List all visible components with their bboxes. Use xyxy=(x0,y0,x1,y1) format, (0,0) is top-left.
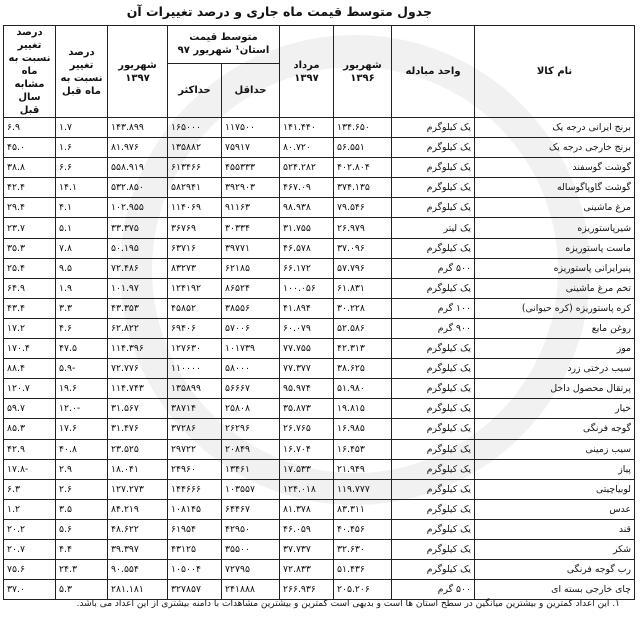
row-unit: یک کیلوگرم xyxy=(392,459,475,479)
row-shahrivar96: ۵۷.۷۹۶ xyxy=(334,258,392,278)
row-max: ۱۲۴۱۹۲ xyxy=(168,278,222,298)
row-mordad97: ۷۷.۳۷۷ xyxy=(280,359,334,379)
row-mordad97: ۶۶.۱۷۲ xyxy=(280,258,334,278)
row-pct-month: ۵.۶ xyxy=(56,519,108,539)
row-name: ماست پاستوریزه xyxy=(475,238,635,258)
row-min: ۸۶۵۲۴ xyxy=(222,278,280,298)
header-shahrivar96: شهریور ۱۳۹۶ xyxy=(334,26,392,118)
row-mordad97: ۷۷.۷۵۵ xyxy=(280,339,334,359)
row-unit: یک کیلوگرم xyxy=(392,499,475,519)
row-shahrivar97: ۱۱۴.۳۹۶ xyxy=(108,339,168,359)
row-max: ۳۸۷۱۴ xyxy=(168,399,222,419)
table-row xyxy=(4,499,635,519)
row-mordad97: ۹۵.۹۷۴ xyxy=(280,379,334,399)
header-pct-year: درصد تغییر نسبت به ماه مشابه سال قبل xyxy=(4,26,56,118)
row-shahrivar97: ۱۸.۰۴۱ xyxy=(108,459,168,479)
row-pct-month: ۱.۶ xyxy=(56,138,108,158)
table-row xyxy=(4,339,635,359)
row-max: ۳۷۲۸۶ xyxy=(168,419,222,439)
row-mordad97: ۴۶.۵۷۸ xyxy=(280,238,334,258)
row-max: ۶۹۴۰۶ xyxy=(168,318,222,338)
table-row xyxy=(4,158,635,178)
row-max: ۲۹۷۲۲ xyxy=(168,439,222,459)
row-unit: یک کیلوگرم xyxy=(392,539,475,559)
row-pct-month: ۴.۱ xyxy=(56,198,108,218)
table-row xyxy=(4,318,635,338)
row-shahrivar96: ۲۱.۹۴۹ xyxy=(334,459,392,479)
row-shahrivar97: ۱۰۲.۹۵۵ xyxy=(108,198,168,218)
header-unit: واحد مبادله xyxy=(392,26,475,118)
row-max: ۱۲۷۶۳۰ xyxy=(168,339,222,359)
row-shahrivar96: ۴۲.۳۱۳ xyxy=(334,339,392,359)
row-min: ۹۱۱۶۳ xyxy=(222,198,280,218)
row-max: ۶۱۹۵۴ xyxy=(168,519,222,539)
row-mordad97: ۳۷.۷۳۷ xyxy=(280,539,334,559)
row-unit: یک کیلوگرم xyxy=(392,379,475,399)
row-pct-year: ۷۵.۶ xyxy=(4,560,56,580)
row-max: ۵۸۲۹۴۱ xyxy=(168,178,222,198)
row-shahrivar97: ۳۹.۳۹۷ xyxy=(108,539,168,559)
row-pct-year: ۱۷.۲ xyxy=(4,318,56,338)
row-name: گوجه فرنگی xyxy=(475,419,635,439)
row-min: ۲۴۱۸۸۸ xyxy=(222,580,280,600)
row-pct-year: ۶.۹ xyxy=(4,118,56,138)
table-row xyxy=(4,359,635,379)
row-max: ۴۵۸۵۲ xyxy=(168,298,222,318)
header-mordad97: مرداد ۱۳۹۷ xyxy=(280,26,334,118)
row-shahrivar97: ۷۲.۷۷۶ xyxy=(108,359,168,379)
row-min: ۱۳۴۶۱ xyxy=(222,459,280,479)
table-row xyxy=(4,379,635,399)
row-min: ۴۵۵۳۳۳ xyxy=(222,158,280,178)
row-name: سیب درختی زرد xyxy=(475,359,635,379)
row-name: برنج ایرانی درجه یک xyxy=(475,118,635,138)
row-name: پیاز xyxy=(475,459,635,479)
row-shahrivar97: ۹۰.۵۵۴ xyxy=(108,560,168,580)
row-mordad97: ۵۲۴.۲۸۲ xyxy=(280,158,334,178)
row-mordad97: ۸۰.۷۲۰ xyxy=(280,138,334,158)
header-min: حداقل xyxy=(222,63,280,117)
row-mordad97: ۶۰.۰۷۹ xyxy=(280,318,334,338)
row-pct-year: ۳۷.۰ xyxy=(4,580,56,600)
table-row xyxy=(4,238,635,258)
row-name: خیار xyxy=(475,399,635,419)
table-row xyxy=(4,419,635,439)
row-mordad97: ۲۶.۷۶۵ xyxy=(280,419,334,439)
row-min: ۳۰۳۳۴ xyxy=(222,218,280,238)
row-max: ۱۰۵۰۰۴ xyxy=(168,560,222,580)
row-pct-month: ۹.۵ xyxy=(56,258,108,278)
row-max: ۱۳۵۸۹۹ xyxy=(168,379,222,399)
table-row xyxy=(4,459,635,479)
row-max: ۳۲۷۸۵۷ xyxy=(168,580,222,600)
row-name: رب گوجه فرنگی xyxy=(475,560,635,580)
row-pct-month: ۵.۹- xyxy=(56,359,108,379)
row-unit: یک کیلوگرم xyxy=(392,479,475,499)
row-unit: یک کیلوگرم xyxy=(392,198,475,218)
table-row xyxy=(4,138,635,158)
row-shahrivar97: ۷۲.۴۸۶ xyxy=(108,258,168,278)
row-mordad97: ۴۶۷.۰۹ xyxy=(280,178,334,198)
row-pct-month: ۱۷.۶ xyxy=(56,419,108,439)
row-mordad97: ۱۶.۷۰۴ xyxy=(280,439,334,459)
row-shahrivar96: ۵۲.۵۸۶ xyxy=(334,318,392,338)
row-name: گوشت گوسفند xyxy=(475,158,635,178)
row-pct-month: ۱۴.۱ xyxy=(56,178,108,198)
row-shahrivar96: ۵۱.۴۳۶ xyxy=(334,560,392,580)
row-max: ۱۶۵۰۰۰ xyxy=(168,118,222,138)
row-shahrivar96: ۳۷۴.۱۳۵ xyxy=(334,178,392,198)
row-mordad97: ۷۲.۸۳۳ xyxy=(280,560,334,580)
row-name: چای خارجی بسته ای xyxy=(475,580,635,600)
row-shahrivar97: ۲۸۱.۱۸۱ xyxy=(108,580,168,600)
row-pct-month: ۴.۴ xyxy=(56,539,108,559)
row-pct-year: ۲۰.۷ xyxy=(4,539,56,559)
row-mordad97: ۱۷.۵۳۳ xyxy=(280,459,334,479)
row-unit: یک کیلوگرم xyxy=(392,419,475,439)
row-pct-month: ۲۴.۳ xyxy=(56,560,108,580)
row-shahrivar97: ۸۱.۹۷۶ xyxy=(108,138,168,158)
row-pct-year: ۶۴.۹ xyxy=(4,278,56,298)
row-shahrivar97: ۱۴۳.۸۹۹ xyxy=(108,118,168,138)
row-min: ۵۷۰۰۶ xyxy=(222,318,280,338)
table-row xyxy=(4,278,635,298)
row-pct-year: ۶.۳ xyxy=(4,479,56,499)
row-unit: یک لیتر xyxy=(392,218,475,238)
row-max: ۶۳۷۱۶ xyxy=(168,238,222,258)
row-unit: یک کیلوگرم xyxy=(392,339,475,359)
row-min: ۳۹۲۹۰۳ xyxy=(222,178,280,198)
row-shahrivar96: ۶۱.۸۳۱ xyxy=(334,278,392,298)
row-max: ۲۴۹۶۰ xyxy=(168,459,222,479)
header-avg-group: متوسط قیمت استان¹ شهریور ۹۷ xyxy=(168,26,280,64)
row-unit: ۱۰۰ گرم xyxy=(392,298,475,318)
row-shahrivar96: ۴۰.۴۵۶ xyxy=(334,519,392,539)
row-shahrivar96: ۱۳۴.۶۵۰ xyxy=(334,118,392,138)
row-shahrivar96: ۲۶.۹۷۹ xyxy=(334,218,392,238)
footnote: ۱. این اعداد کمترین و بیشترین میانگین در سطح استان ها است و بدیهی است کمترین و بیشترین مشاهدات با دامنه بیشتری از این اعداد می باشد. xyxy=(76,599,620,609)
row-mordad97: ۴۱.۸۹۴ xyxy=(280,298,334,318)
row-pct-year: ۴۳.۴ xyxy=(4,298,56,318)
price-table xyxy=(3,25,635,600)
row-unit: ۹۰۰ گرم xyxy=(392,318,475,338)
row-pct-year: ۸۵.۳ xyxy=(4,419,56,439)
row-shahrivar96: ۲۰۵.۲۰۶ xyxy=(334,580,392,600)
row-pct-year: ۲۹.۴ xyxy=(4,198,56,218)
row-mordad97: ۲۶۶.۹۳۶ xyxy=(280,580,334,600)
row-pct-year: ۱۲۰.۷ xyxy=(4,379,56,399)
row-shahrivar97: ۴۳.۳۵۳ xyxy=(108,298,168,318)
row-pct-year: ۱۷۰.۴ xyxy=(4,339,56,359)
row-unit: یک کیلوگرم xyxy=(392,359,475,379)
row-shahrivar97: ۵۰.۱۹۵ xyxy=(108,238,168,258)
row-min: ۱۰۳۵۵۷ xyxy=(222,479,280,499)
row-name: برنج خارجی درجه یک xyxy=(475,138,635,158)
row-name: شیرپاستوریزه xyxy=(475,218,635,238)
row-pct-month: ۶.۶ xyxy=(56,158,108,178)
row-pct-month: ۴۰.۸ xyxy=(56,439,108,459)
row-shahrivar96: ۷۹.۵۴۶ xyxy=(334,198,392,218)
row-shahrivar97: ۱۲۷.۲۷۳ xyxy=(108,479,168,499)
row-min: ۲۶۲۹۶ xyxy=(222,419,280,439)
table-row xyxy=(4,298,635,318)
row-min: ۶۴۴۶۷ xyxy=(222,499,280,519)
row-max: ۳۶۷۶۹ xyxy=(168,218,222,238)
header-shahrivar97: شهریور ۱۳۹۷ xyxy=(108,26,168,118)
row-name: سیب زمینی xyxy=(475,439,635,459)
table-row xyxy=(4,198,635,218)
header-name: نام کالا xyxy=(475,26,635,118)
row-shahrivar97: ۳۱.۵۶۷ xyxy=(108,399,168,419)
row-max: ۴۳۱۲۵ xyxy=(168,539,222,559)
row-min: ۳۹۷۷۱ xyxy=(222,238,280,258)
row-shahrivar96: ۴۰۲.۸۰۴ xyxy=(334,158,392,178)
row-pct-month: ۴.۶ xyxy=(56,318,108,338)
row-shahrivar96: ۱۶.۹۸۵ xyxy=(334,419,392,439)
row-min: ۷۵۹۱۷ xyxy=(222,138,280,158)
table-row xyxy=(4,539,635,559)
row-shahrivar96: ۵۱.۹۸۰ xyxy=(334,379,392,399)
row-name: کره پاستوریزه (کره حیوانی) xyxy=(475,298,635,318)
row-name: لوبیاچیتی xyxy=(475,479,635,499)
row-unit: یک کیلوگرم xyxy=(392,278,475,298)
row-mordad97: ۴۶.۰۵۹ xyxy=(280,519,334,539)
row-unit: یک کیلوگرم xyxy=(392,158,475,178)
row-name: موز xyxy=(475,339,635,359)
row-unit: یک کیلوگرم xyxy=(392,560,475,580)
row-shahrivar96: ۱۱۹.۷۷۷ xyxy=(334,479,392,499)
row-mordad97: ۱۲۴.۰۱۸ xyxy=(280,479,334,499)
table-row xyxy=(4,118,635,138)
row-name: قند xyxy=(475,519,635,539)
row-shahrivar96: ۱۶.۴۵۳ xyxy=(334,439,392,459)
row-shahrivar97: ۱۰۱.۹۷ xyxy=(108,278,168,298)
row-unit: یک کیلوگرم xyxy=(392,399,475,419)
row-mordad97: ۹۸.۹۳۸ xyxy=(280,198,334,218)
row-shahrivar97: ۱۱۴.۷۴۳ xyxy=(108,379,168,399)
row-name: عدس xyxy=(475,499,635,519)
row-unit: یک کیلوگرم xyxy=(392,238,475,258)
row-pct-month: ۳.۳ xyxy=(56,298,108,318)
row-shahrivar96: ۱۹.۸۱۵ xyxy=(334,399,392,419)
row-unit: ۵۰۰ گرم xyxy=(392,580,475,600)
row-max: ۱۳۵۸۸۲ xyxy=(168,138,222,158)
row-shahrivar96: ۳۷.۰۹۶ xyxy=(334,238,392,258)
row-shahrivar97: ۵۵۸.۹۱۹ xyxy=(108,158,168,178)
row-min: ۵۸۰۰۰ xyxy=(222,359,280,379)
row-pct-year: ۳۵.۳ xyxy=(4,238,56,258)
row-pct-year: ۲۰.۲ xyxy=(4,519,56,539)
row-shahrivar96: ۳۸.۶۲۵ xyxy=(334,359,392,379)
row-unit: یک کیلوگرم xyxy=(392,178,475,198)
row-unit: یک کیلوگرم xyxy=(392,138,475,158)
row-unit: یک کیلوگرم xyxy=(392,118,475,138)
row-min: ۱۰۱۷۳۹ xyxy=(222,339,280,359)
row-max: ۶۱۳۴۶۶ xyxy=(168,158,222,178)
row-max: ۱۱۴۰۶۹ xyxy=(168,198,222,218)
row-min: ۳۵۵۰۰ xyxy=(222,539,280,559)
row-shahrivar96: ۸۳.۳۱۱ xyxy=(334,499,392,519)
row-max: ۸۳۲۷۳ xyxy=(168,258,222,278)
row-pct-month: ۲.۹ xyxy=(56,459,108,479)
row-min: ۴۲۹۵۰ xyxy=(222,519,280,539)
row-pct-month: ۱۹.۶ xyxy=(56,379,108,399)
row-min: ۲۰۸۴۹ xyxy=(222,439,280,459)
row-max: ۱۱۰۰۰۰ xyxy=(168,359,222,379)
row-unit: ۵۰۰ گرم xyxy=(392,258,475,278)
table-row xyxy=(4,580,635,600)
row-shahrivar97: ۶۲.۸۲۲ xyxy=(108,318,168,338)
row-name: روغن مایع xyxy=(475,318,635,338)
row-pct-month: ۱۲.۰- xyxy=(56,399,108,419)
row-pct-month: ۱.۹ xyxy=(56,278,108,298)
row-mordad97: ۸۱.۳۷۸ xyxy=(280,499,334,519)
row-min: ۱۱۷۵۰۰ xyxy=(222,118,280,138)
row-name: گوشت گاوپاگوساله xyxy=(475,178,635,198)
row-pct-year: ۴۲.۴ xyxy=(4,178,56,198)
row-pct-year: ۴۵.۰ xyxy=(4,138,56,158)
header-max: حداکثر xyxy=(168,63,222,117)
table-row xyxy=(4,560,635,580)
row-shahrivar96: ۵۶.۵۵۱ xyxy=(334,138,392,158)
table-row xyxy=(4,479,635,499)
row-pct-year: ۱.۲ xyxy=(4,499,56,519)
row-shahrivar97: ۳۱.۴۷۶ xyxy=(108,419,168,439)
row-pct-month: ۱.۷ xyxy=(56,118,108,138)
table-row xyxy=(4,439,635,459)
row-pct-year: ۵۹.۷ xyxy=(4,399,56,419)
row-min: ۳۸۵۵۶ xyxy=(222,298,280,318)
row-pct-year: ۸۸.۴ xyxy=(4,359,56,379)
row-pct-year: ۴۲.۹ xyxy=(4,439,56,459)
row-pct-month: ۵.۱ xyxy=(56,218,108,238)
row-name: تخم مرغ ماشینی xyxy=(475,278,635,298)
row-mordad97: ۳۱.۷۵۵ xyxy=(280,218,334,238)
row-min: ۵۶۶۶۷ xyxy=(222,379,280,399)
row-shahrivar96: ۳۲.۶۳۰ xyxy=(334,539,392,559)
row-pct-month: ۵.۳ xyxy=(56,580,108,600)
row-unit: یک کیلوگرم xyxy=(392,439,475,459)
row-pct-year: ۲۵.۴ xyxy=(4,258,56,278)
table-row xyxy=(4,258,635,278)
row-name: مرغ ماشینی xyxy=(475,198,635,218)
row-pct-month: ۲.۶ xyxy=(56,479,108,499)
row-max: ۱۰۸۱۴۵ xyxy=(168,499,222,519)
row-name: پرتقال محصول داخل xyxy=(475,379,635,399)
row-min: ۲۵۸۰۸ xyxy=(222,399,280,419)
table-row xyxy=(4,399,635,419)
row-mordad97: ۱۰۰.۰۵۶ xyxy=(280,278,334,298)
table-row xyxy=(4,519,635,539)
row-shahrivar97: ۸۴.۲۱۹ xyxy=(108,499,168,519)
row-shahrivar97: ۲۳.۵۲۵ xyxy=(108,439,168,459)
row-min: ۶۲۱۸۵ xyxy=(222,258,280,278)
row-min: ۷۲۷۹۵ xyxy=(222,560,280,580)
row-mordad97: ۳۵.۸۷۳ xyxy=(280,399,334,419)
row-max: ۱۴۴۶۶۶ xyxy=(168,479,222,499)
row-shahrivar97: ۳۳.۳۷۵ xyxy=(108,218,168,238)
row-name: پنیرایرانی پاستوریزه xyxy=(475,258,635,278)
header-pct-month: درصد تغییر نسبت به ماه قبل xyxy=(56,26,108,118)
row-pct-month: ۷.۸ xyxy=(56,238,108,258)
row-pct-month: ۳.۵ xyxy=(56,499,108,519)
row-pct-year: ۲۳.۷ xyxy=(4,218,56,238)
row-name: شکر xyxy=(475,539,635,559)
row-pct-year: ۳۸.۸ xyxy=(4,158,56,178)
row-shahrivar97: ۴۸.۶۲۲ xyxy=(108,519,168,539)
row-unit: یک کیلوگرم xyxy=(392,519,475,539)
document-title: جدول متوسط قیمت ماه جاری و درصد تغییرات آن xyxy=(126,4,432,19)
row-pct-year: ۱۷.۸- xyxy=(4,459,56,479)
row-pct-month: ۴۷.۵ xyxy=(56,339,108,359)
row-mordad97: ۱۴۱.۴۴۰ xyxy=(280,118,334,138)
table-row xyxy=(4,218,635,238)
table-row xyxy=(4,178,635,198)
row-shahrivar96: ۳۰.۲۲۸ xyxy=(334,298,392,318)
row-shahrivar97: ۵۳۲.۸۵۰ xyxy=(108,178,168,198)
